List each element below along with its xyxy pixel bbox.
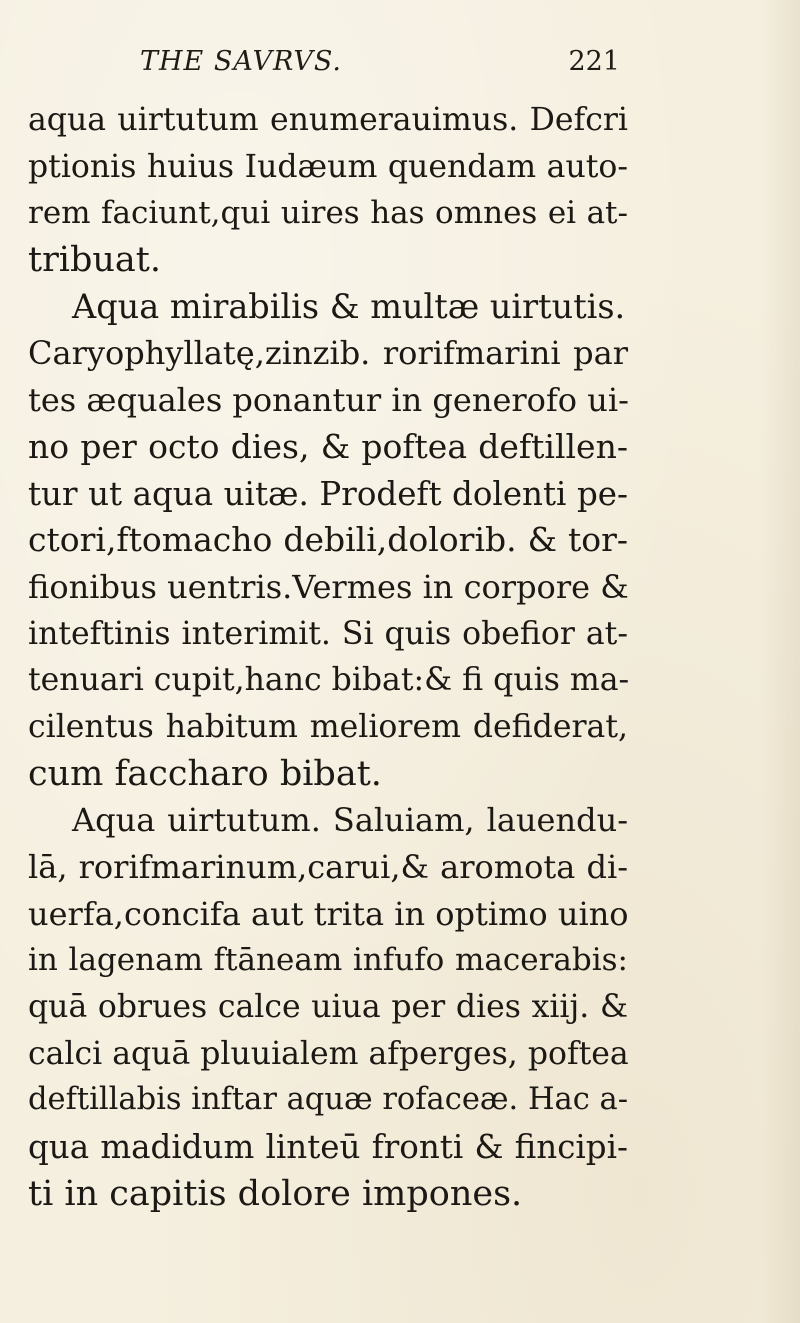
running-head — [140, 40, 620, 80]
recipe-heading: Aqua mirabilis & multæ uirtutis. — [72, 286, 626, 326]
text-line: aqua uirtutum enumerauimus. Defcri — [28, 102, 628, 138]
text-line: Caryophyllatę,zinzib. rorifmarini par — [28, 334, 628, 373]
text-line: quā obrues calce uiua per dies xiij. & — [28, 989, 628, 1026]
text-line: uerfa,concifa aut trita in optimo uino — [28, 894, 629, 933]
text-line: qua madidum linteū fronti & fincipi- — [28, 1128, 628, 1167]
text-line: ti in capitis dolore impones. — [28, 1173, 523, 1214]
text-line: tribuat. — [28, 240, 161, 281]
text-line: tes æquales ponantur in generofo ui- — [28, 381, 629, 420]
text-line: calci aquā pluuialem afperges, poftea — [28, 1035, 629, 1072]
text-line: in lagenam ftāneam infufo macerabis: — [28, 942, 628, 979]
text-line: no per octo dies, & poftea deftillen- — [28, 426, 628, 466]
page-edge-shadow — [760, 0, 800, 1323]
text-line: tenuari cupit,hanc bibat:& fi quis ma- — [28, 662, 630, 699]
text-line: rem faciunt,qui uires has omnes ei at- — [28, 195, 628, 232]
text-line: inteftinis interimit. Si quis obefior at- — [28, 615, 628, 652]
body-text — [28, 97, 628, 1218]
text-line: fionibus uentris.Vermes in corpore & — [28, 567, 629, 606]
recipe-heading: Aqua uirtutum. Saluiam, lauendu- — [72, 801, 628, 840]
text-line: cum faccharo bibat. — [28, 753, 382, 794]
text-line: tur ut aqua uitæ. Prodeft dolenti pe- — [28, 474, 628, 513]
text-line: ptionis huius Iudæum quendam auto- — [28, 148, 628, 185]
text-line: ctori,ftomacho debili,dolorib. & tor- — [28, 520, 628, 560]
text-line: cilentus habitum meliorem defiderat, — [28, 708, 628, 745]
text-line: lā, rorifmarinum,carui,& aromota di- — [28, 848, 628, 886]
page-number: 221 — [568, 46, 620, 77]
text-line: deftillabis inftar aquæ rofaceæ. Hac a- — [28, 1082, 628, 1118]
running-head-title: THE SAVRVS. — [140, 46, 342, 77]
